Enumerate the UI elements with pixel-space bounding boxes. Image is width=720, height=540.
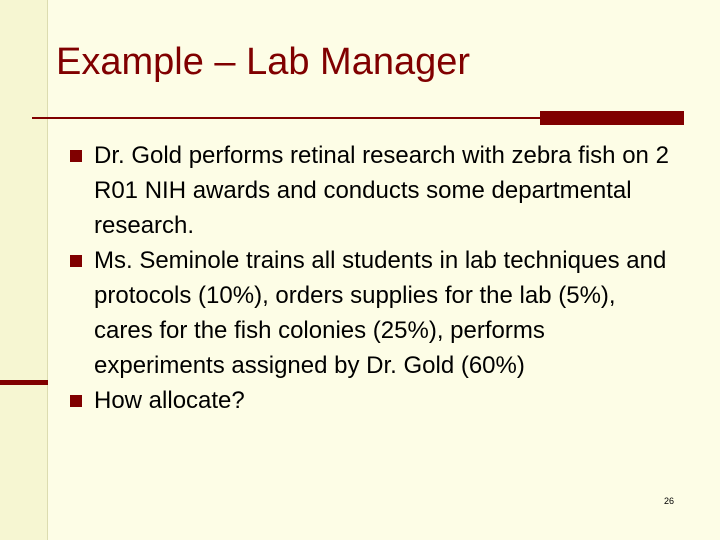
bullet-text: Ms. Seminole trains all students in lab techniques and protocols (10%), orders supplies for the lab (5%), cares for the fish colonies (25%), performs experiments assigned by Dr. Gold (60%) [94,247,667,379]
slide-title: Example – Lab Manager [56,41,471,83]
title-underline-rule [32,117,540,119]
bullet-item [70,383,670,418]
title-accent-bar [540,111,684,125]
square-bullet-icon [70,150,82,162]
bullet-list [70,138,670,418]
square-bullet-icon [70,395,82,407]
bullet-item [70,243,670,383]
bullet-item [70,138,670,243]
left-decorative-band [0,0,48,540]
page-number: 26 [664,496,675,506]
square-bullet-icon [70,255,82,267]
bullet-text: Dr. Gold performs retinal research with zebra fish on 2 R01 NIH awards and conducts some departmental research. [94,142,669,239]
bullet-text: How allocate? [94,387,245,414]
left-accent-bar [0,380,48,385]
left-band-divider [47,0,48,540]
